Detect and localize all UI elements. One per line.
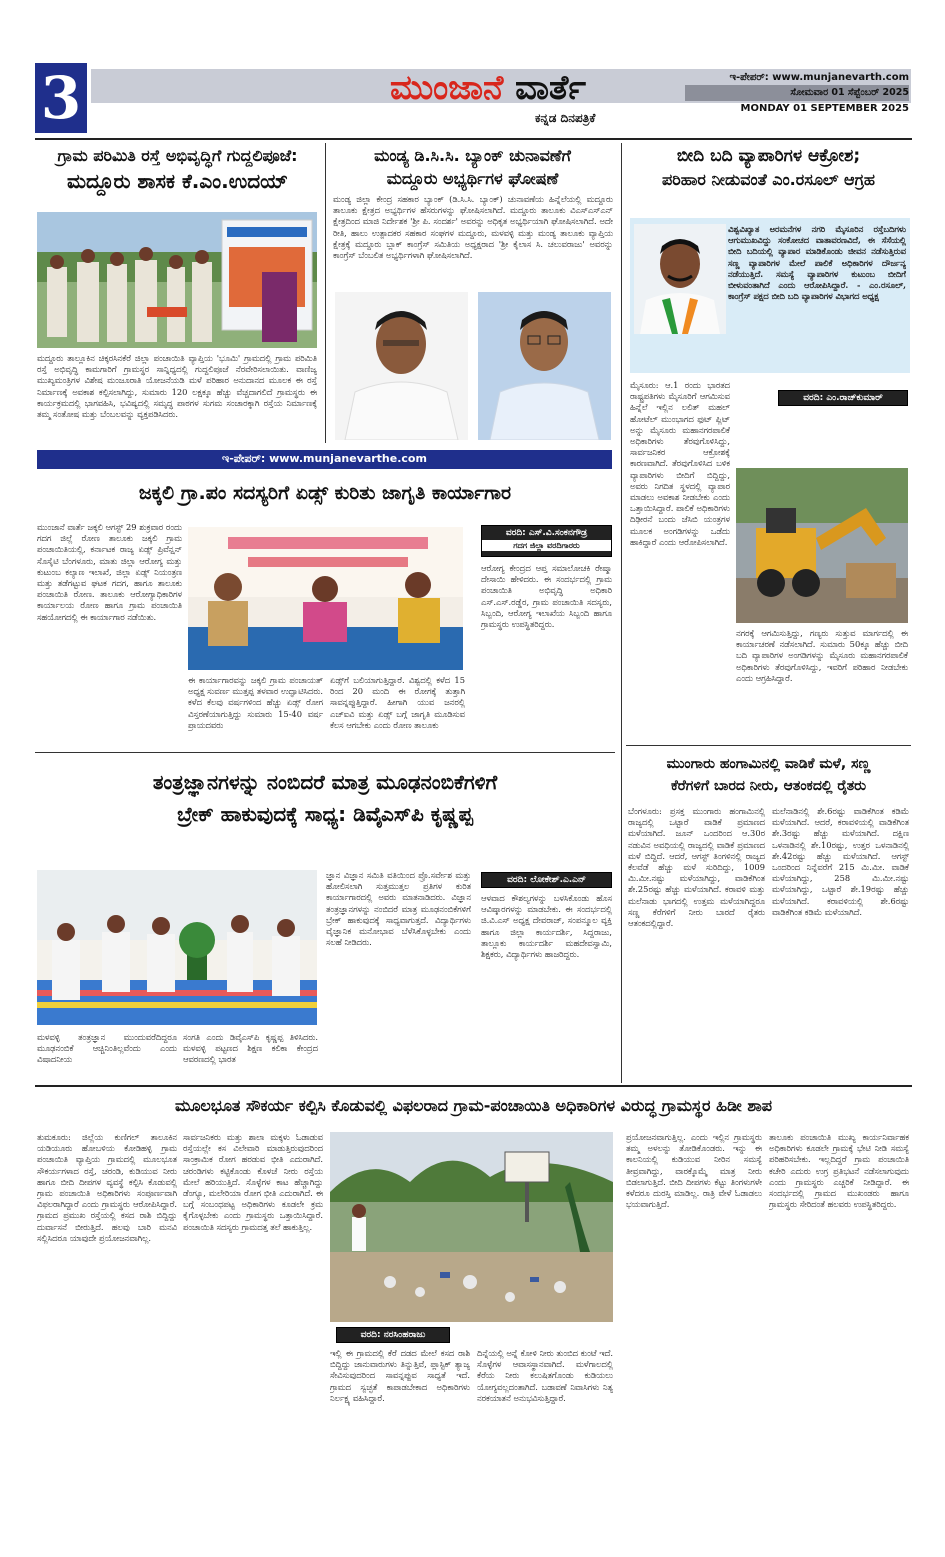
article-4-byline — [481, 525, 612, 557]
article-4-photo — [188, 527, 463, 670]
article-6-headline — [626, 756, 911, 795]
article-7-body-5: ಪ್ರಯೋಜನವಾಗುತ್ತಿಲ್ಲ. ಎಂದು ಇಲ್ಲಿನ ಗ್ರಾಮಸ್ಥರು ತಮ್ಮ ಅಳಲನ್ನು ತೋಡಿಕೊಂಡರು. ಇನ್ನು ಈ ಕಾಲನಿಯಲ್ಲಿ ಕುಡಿಯುವ ನೀರಿನ ಸಮಸ್ಯೆ ತೀವ್ರವಾಗಿದ್ದು, ವಾರಕ್ಕೊಮ್ಮೆ ಮಾತ್ರ ನೀರು ಬಿಡಲಾಗುತ್ತಿದೆ. ಬೀದಿ ದೀಪಗಳು ಕೆಟ್ಟು ತಿಂಗಳುಗಳೇ ಕಳೆದರೂ ದುರಸ್ತಿ ಮಾಡಿಲ್ಲ. ರಾತ್ರಿ ವೇಳೆ ಓಡಾಡಲು ಭಯವಾಗುತ್ತಿದೆ. — [626, 1132, 762, 1210]
article-3-byline-text: ವರದಿ: ಎಂ.ರಾಜ್‌ಕುಮಾರ್ — [803, 393, 883, 403]
article-3-photo-jcb — [736, 468, 908, 623]
page-number-box — [35, 63, 87, 133]
aids-workshop-photo — [188, 527, 463, 670]
article-2-body: ಮಂಡ್ಯ ಜಿಲ್ಲಾ ಕೇಂದ್ರ ಸಹಕಾರ ಬ್ಯಾಂಕ್ (ಡಿ.ಸಿ.ಸಿ. ಬ್ಯಾಂಕ್) ಚುನಾವಣೆಯ ಹಿನ್ನೆಲೆಯಲ್ಲಿ ಮದ್ದೂರು ತಾಲೂಕು ಕ್ಷೇತ್ರದ ಅಭ್ಯರ್ಥಿಗಳ ಹೆಸರುಗಳನ್ನು ಘೋಷಿಸಲಾಗಿದೆ. ಮದ್ದೂರು ತಾಲೂಕು ವಿಎಸ್‌ಎಸ್‌ಎನ್ ಕ್ಷೇತ್ರದಿಂದ ಮಾಜಿ ನಿರ್ದೇಶಕ 'ಶ್ರೀ ಪಿ. ಸಂದರ್ಶ' ಅವರನ್ನು ಅಧಿಕೃತ ಅಭ್ಯರ್ಥಿಯಾಗಿ ಘೋಷಿಸಲಾಗಿದೆ. ಅದೇ ರೀತಿ, ಹಾಲು ಉತ್ಪಾದಕರ ಸಹಕಾರ ಸಂಘಗಳ ಮದ್ದೂರು, ಮಳವಳ್ಳಿ ಮತ್ತು ಮಂಡ್ಯ ತಾಲೂಕು ವ್ಯಾಪ್ತಿಯ ಕ್ಷೇತ್ರಕ್ಕೆ ಮದ್ದೂರು ಬ್ಲಾಕ್ ಕಾಂಗ್ರೆಸ್ ಸಮಿತಿಯ ಅಧ್ಯಕ್ಷರಾದ 'ಶ್ರೀ ಕೈಲಾಸ ಸಿ. ಚಲುವರಾಜು' ಅವರನ್ನು ಕಾಂಗ್ರೆಸ್ ಬೆಂಬಲಿತ ಅಭ್ಯರ್ಥಿಗಳಾಗಿ ಘೋಷಿಸಲಾಗಿದೆ. — [333, 194, 613, 261]
article-3-box-text: ವಿಶ್ವವಿಖ್ಯಾತ ಅರಮನೆಗಳ ನಗರಿ ಮೈಸೂರಿನ ರಸ್ತೆಬದಿಗಳು ಆಗುಮುಖವಿದ್ದು ಸಂಕೋಚದ ವಾತಾವರಣವಿದೆ, ಈ ಸೆಸೆಯಲ್ಲಿ ಬೀದಿ ಬದಿಯಲ್ಲಿ ವ್ಯಾಪಾರ ಮಾಡಿಕೊಂಡು ಜೀವನ ನಡೆಸುತ್ತಿರುವ ಸಣ್ಣ ವ್ಯಾಪಾರಿಗಳ ಮೇಲೆ ಪಾಲಿಕೆ ಅಧಿಕಾರಿಗಳ ದೌರ್ಜನ್ಯ ನಡೆಯುತ್ತಿದೆ. ಸಮಸ್ಯೆ ವ್ಯಾಪಾರಿಗಳ ಕುಟುಂಬ ಬೀದಿಗೆ ಬೀಳುವಂತಾಗಿದೆ ಎಂದು ಆರೋಪಿಸಿದ್ದಾರೆ. - ಎಂ.ರಸೂಲ್, ಕಾಂಗ್ರೆಸ್ ಪಕ್ಷದ ಬೀದಿ ಬದಿ ವ್ಯಾಪಾರಿಗಳ ವಿಭಾಗದ ಅಧ್ಯಕ್ಷ — [728, 224, 906, 302]
article-7-body-4: ದಿನ್ನೆಯಲ್ಲಿ ಅನ್ನೆ ಕೋಳಿ ನೀರು ತುಂಬಿದ ಕುಂಟೆ ಇದೆ. ಸೊಳ್ಳೆಗಳ ಆವಾಸಸ್ಥಾನವಾಗಿದೆ. ಮಳೆಗಾಲದಲ್ಲಿ ಕೆರೆಯ ನೀರು ಕಲುಷಿತಗೊಂಡು ಕುಡಿಯಲು ಯೋಗ್ಯವಲ್ಲದಂತಾಗಿದೆ. ಬಡಾವಣೆ ನಿವಾಸಿಗಳು ನಿತ್ಯ ನರಕಯಾತನೆ ಅನುಭವಿಸುತ್ತಿದ್ದಾರೆ. — [477, 1348, 613, 1403]
article-2-photo-left — [335, 292, 468, 440]
article-6-body-2: ಮಲೆನಾಡಿನಲ್ಲಿ ಶೇ.6ರಷ್ಟು ವಾಡಿಕೆಗಿಂತ ಕಡಿಮೆ ಮಳೆಯಾಗಿದೆ. ಆದರೆ, ಕರಾವಳಿಯಲ್ಲಿ ವಾಡಿಕೆಗಿಂತ ಶೇ.3ರಷ್ಟು ಹೆಚ್ಚು ಮಳೆಯಾಗಿದೆ. ದಕ್ಷಿಣ ಒಳನಾಡಿನಲ್ಲಿ ಶೇ.10ರಷ್ಟು, ಉತ್ತರ ಒಳನಾಡಿನಲ್ಲಿ ಶೇ.42ರಷ್ಟು ಹೆಚ್ಚು ಮಳೆಯಾಗಿದೆ. ಆಗಸ್ಟ್ ಒಂದರಿಂದ ನಿನ್ನೆವರೆಗೆ 215 ಮಿ.ಮೀ. ವಾಡಿಕೆ ಮಳೆಯಾಗಿದ್ದು, 258 ಮಿ.ಮೀ.ನಷ್ಟು ಮಳೆಯಾಗಿದ್ದು, ಒಟ್ಟಾರೆ ಶೇ.19ರಷ್ಟು ಹೆಚ್ಚು ಮಳೆಯಾಗಿದೆ. ಕರಾವಳಿಯಲ್ಲಿ ಶೇ.6ರಷ್ಟು ವಾಡಿಕೆಗಿಂತ ಕಡಿಮೆ ಮಳೆಯಾಗಿದೆ. — [772, 806, 909, 917]
article-4-body-3: ಏಡ್ಸ್‌ಗೆ ಬಲಿಯಾಗುತ್ತಿದ್ದಾರೆ. ವಿಶ್ವದಲ್ಲಿ ಕಳೆದ 15 ರಿಂದ 20 ಮಂದಿ ಈ ರೋಗಕ್ಕೆ ತುತ್ತಾಗಿ ಸಾವನ್ನಪ್ಪುತ್ತಿದ್ದಾರೆ. ಹೀಗಾಗಿ ಯುವ ಜನರಲ್ಲಿ ಎಚ್‌ಐವಿ ಮತ್ತು ಏಡ್ಸ್ ಬಗ್ಗೆ ಜಾಗೃತಿ ಮೂಡಿಸುವ ಕೆಲಸ ಆಗಬೇಕು ಎಂದು ರೋಣ ತಾಲೂಕು — [330, 675, 465, 730]
article-1-headline-line1: ಗ್ರಾಮ ಪರಿಮಿತಿ ರಸ್ತೆ ಅಭಿವೃದ್ಧಿಗೆ ಗುದ್ದಲಿಪೂಜೆ: — [57, 146, 298, 165]
epaper-strip-text: ಇ-ಪೇಪರ್: www.munjanevarthe.com — [222, 452, 427, 465]
article-7-body-3: ಇಲ್ಲಿ ಈ ಗ್ರಾಮದಲ್ಲಿ ಕೆರೆ ದಡದ ಮೇಲೆ ಕಸದ ರಾಶಿ ಬಿದ್ದಿದ್ದು ಜಾನುವಾರುಗಳು ತಿನ್ನುತ್ತಿವೆ, ಪ್ಲಾಸ್ಟಿಕ್ ತ್ಯಾಜ್ಯ ಸೇವಿಸುವುದರಿಂದ ಸಾವನ್ನಪ್ಪುವ ಸಾಧ್ಯತೆ ಇದೆ. ಗ್ರಾಮದ ಸ್ವಚ್ಛತೆ ಕಾಪಾಡಬೇಕಾದ ಅಧಿಕಾರಿಗಳು ನಿರ್ಲಕ್ಷ್ಯ ವಹಿಸಿದ್ದಾರೆ. — [330, 1348, 470, 1403]
masthead-title-a: ಮುಂಜಾನೆ — [390, 68, 504, 108]
article-1-body: ಮದ್ದೂರು ತಾಲ್ಲೂಕಿನ ಚಿಕ್ಕರಸಿನಕೆರೆ ಜಿಲ್ಲಾ ಪಂಚಾಯಿತಿ ವ್ಯಾಪ್ತಿಯ 'ಭೂಮಿ' ಗ್ರಾಮದಲ್ಲಿ ಗ್ರಾಮ ಪರಿಮಿತಿ ರಸ್ತೆ ಅಭಿವೃದ್ಧಿ ಕಾಮಗಾರಿಗೆ ಗ್ರಾಮಸ್ಥರ ಸಾನ್ನಿಧ್ಯದಲ್ಲಿ ಗುದ್ದಲಿಪೂಜೆ ನೆರವೇರಿಸಲಾಯಿತು. ವಾಣಿಜ್ಯ ಮುಖ್ಯಮಂತ್ರಿಗಳ ವಿಶೇಷ ಮಂಜೂರಾತಿ ಯೋಜನೆಯಡಿ ಮಳೆ ಪರಿಹಾರ ಅನುದಾನದ ಮೂಲಕ ಈ ರಸ್ತೆ ನಿರ್ಮಾಣಕ್ಕೆ ಅವಕಾಶ ಕಲ್ಪಿಸಲಾಗಿದ್ದು, ಸುಮಾರು 120 ಲಕ್ಷಕ್ಕೂ ಹೆಚ್ಚು ವೆಚ್ಚದಾಗಲಿದೆ ಗ್ರಾಮಸ್ಥರು ಈ ಕಾರ್ಯಕ್ರಮದಲ್ಲಿ ಭಾಗವಹಿಸಿ, ಭವಿಷ್ಯದಲ್ಲಿ ಸಮೃದ್ಧ ಪಾಠಗಳ ಸುಗಮ ಸಂಚಾರಕ್ಕಾಗಿ ರಸ್ತೆಯ ನಿರ್ಮಾಣಕ್ಕೆ ತಮ್ಮ ಸಂತೋಷ ಮತ್ತು ಬೆಂಬಲವನ್ನು ವ್ಯಕ್ತಪಡಿಸಿದರು. — [37, 353, 317, 420]
epaper-strip[interactable] — [37, 450, 612, 469]
article-3-headline — [626, 146, 911, 190]
article-7-body-6: ತಾಲೂಕು ಪಂಚಾಯಿತಿ ಮುಖ್ಯ ಕಾರ್ಯನಿರ್ವಾಹಕ ಅಧಿಕಾರಿಗಳು ಕೂಡಲೇ ಗ್ರಾಮಕ್ಕೆ ಭೇಟಿ ನೀಡಿ ಸಮಸ್ಯೆ ಪರಿಹರಿಸಬೇಕು. ಇಲ್ಲದಿದ್ದರೆ ಗ್ರಾಮ ಪಂಚಾಯಿತಿ ಕಚೇರಿ ಎದುರು ಉಗ್ರ ಪ್ರತಿಭಟನೆ ನಡೆಸಲಾಗುವುದು ಎಂದು ಗ್ರಾಮಸ್ಥರು ಎಚ್ಚರಿಕೆ ನೀಡಿದ್ದಾರೆ. ಈ ಸಂದರ್ಭದಲ್ಲಿ ಗ್ರಾಮದ ಮುಖಂಡರು ಹಾಗೂ ಗ್ರಾಮಸ್ಥರು ಸೇರಿದಂತೆ ಹಲವರು ಉಪಸ್ಥಿತರಿದ್ದರು. — [769, 1132, 909, 1210]
article-5-headline — [35, 770, 615, 826]
article-5-body-4: ಆಳವಾದ ಕೌಶಲ್ಯಗಳನ್ನು ಬಳಸಿಕೊಂಡು ಹೊಸ ಆವಿಷ್ಕಾರಗಳನ್ನು ಮಾಡಬೇಕು. ಈ ಸಂದರ್ಭದಲ್ಲಿ ಜಿ.ವಿ.ಎಸ್ ಅಧ್ಯಕ್ಷ ದೇವರಾಜ್, ಸಂಪನ್ಮೂಲ ವ್ಯಕ್ತಿ ಹಾಗೂ ಜಿಲ್ಲಾ ಕಾರ್ಯದರ್ಶಿ, ಸಿದ್ದರಾಜು, ತಾಲ್ಲೂಕು ಕಾರ್ಯದರ್ಶಿ ಮಹದೇವಸ್ವಾಮಿ, ಶಿಕ್ಷಕರು, ವಿದ್ಯಾರ್ಥಿಗಳು ಹಾಜರಿದ್ದರು. — [481, 893, 612, 960]
article-3-headline-line1: ಬೀದಿ ಬದಿ ವ್ಯಾಪಾರಿಗಳ ಆಕ್ರೋಶ; — [676, 146, 861, 166]
garbage-roadside-photo — [330, 1132, 613, 1322]
people-groundbreaking-photo — [37, 212, 317, 348]
article-2-headline — [330, 146, 615, 188]
masthead-subtitle: ಕನ್ನಡ ದಿನಪತ್ರಿಕೆ — [535, 111, 596, 125]
rasool-portrait-photo — [634, 224, 726, 334]
article-5-headline-line1: ತಂತ್ರಜ್ಞಾನಗಳನ್ನು ನಂಬಿದರೆ ಮಾತ್ರ ಮೂಢನಂಬಿಕೆಗಳಿಗೆ — [152, 770, 498, 794]
article-5-photo — [37, 870, 317, 1025]
article-5-byline — [481, 872, 612, 888]
article-6-body-1: ಬೆಂಗಳೂರು: ಪ್ರಸಕ್ತ ಮುಂಗಾರು ಹಂಗಾಮಿನಲ್ಲಿ ರಾಜ್ಯದಲ್ಲಿ ಒಟ್ಟಾರೆ ವಾಡಿಕೆ ಪ್ರಮಾಣದ ಮಳೆಯಾಗಿದೆ. ಜೂನ್ ಒಂದರಿಂದ ಆ.30ರ ನಡುವಿನ ಅವಧಿಯಲ್ಲಿ ರಾಜ್ಯದಲ್ಲಿ ವಾಡಿಕೆ ಪ್ರಮಾಣದ ಮಳೆ ಬಿದ್ದಿದೆ. ಆದರೆ, ಆಗಸ್ಟ್ ತಿಂಗಳಿನಲ್ಲಿ ರಾಜ್ಯದ ಕೆಲವೆಡೆ ಹೆಚ್ಚು ಮಳೆ ಸುರಿದಿದ್ದು, 1009 ಮಿ.ಮೀ.ನಷ್ಟು ಮಳೆಯಾಗಿದ್ದು, ವಾಡಿಕೆಗಿಂತ ಶೇ.25ರಷ್ಟು ಹೆಚ್ಚು ಮಳೆಯಾಗಿದೆ. ಕರಾವಳಿ ಮತ್ತು ಮಲೆನಾಡು ಭಾಗದಲ್ಲಿ ಉತ್ತಮ ಮಳೆಯಾಗಿದ್ದರೂ ಸಣ್ಣ ಕೆರೆಗಳಿಗೆ ನೀರು ಬಾರದೆ ರೈತರು ಆತಂಕದಲ್ಲಿದ್ದಾರೆ. — [628, 806, 765, 929]
article-5-headline-line2: ಬ್ರೇಕ್ ಹಾಕುವುದಕ್ಕೆ ಸಾಧ್ಯ: ಡಿವೈಎಸ್‌ಪಿ ಕೃಷ್ಣಪ್ಪ — [177, 802, 473, 826]
article-2-headline-line1: ಮಂಡ್ಯ ಡಿ.ಸಿ.ಸಿ. ಬ್ಯಾಂಕ್ ಚುನಾವಣೆಗೆ — [374, 146, 571, 165]
article-3-body-2: ನಗರಕ್ಕೆ ಆಗಮಿಸುತ್ತಿದ್ದು, ಗಣ್ಯರು ಸುತ್ತುವ ಮಾರ್ಗದಲ್ಲಿ ಈ ಕಾರ್ಯಾಚರಣೆ ನಡೆಸಲಾಗಿದೆ. ಸುಮಾರು 50ಕ್ಕೂ ಹೆಚ್ಚು ಬೀದಿ ಬದಿ ವ್ಯಾಪಾರಿಗಳ ಅಂಗಡಿಗಳನ್ನು ಮೈಸೂರು ಮಹಾನಗರಪಾಲಿಕೆ ಅಧಿಕಾರಿಗಳು ತೆರವುಗೊಳಿಸಿದ್ದು, ಇವರಿಗೆ ಪರಿಹಾರ ನೀಡಬೇಕು ಎಂದು ಆಗ್ರಹಿಸಿದ್ದಾರೆ. — [736, 628, 908, 683]
article-5-body-2: ಸಂಗತಿ ಎಂದು ಡಿವೈಎಸ್‌ಪಿ ಕೃಷ್ಣಪ್ಪ ತಿಳಿಸಿದರು. ಮಳವಳ್ಳಿ ಪಟ್ಟಣದ ಶಿಕ್ಷಣ ಕಲಿಕಾ ಕೇಂದ್ರದ ಆವರಣದಲ್ಲಿ ಭಾರತ — [183, 1032, 318, 1065]
dysp-function-photo — [37, 870, 317, 1025]
article-5-body-1: ಮಳವಳ್ಳಿ ತಂತ್ರಜ್ಞಾನ ಮುಂದುವರೆದಿದ್ದರೂ ಮೂಢನಂಬಿಕೆ ಆಚ್ಚಿನಿಂತಿಲ್ಲವೆಂದು ಎಂದು ವಿಷಾದನೀಯ — [37, 1032, 177, 1065]
article-2-headline-line2: ಮದ್ದೂರು ಅಭ್ಯರ್ಥಿಗಳ ಘೋಷಣೆ — [386, 169, 559, 189]
candidate-portrait-photo — [335, 292, 468, 440]
article-7-body-2: ಸಾರ್ವಜನಿಕರು ಮತ್ತು ಶಾಲಾ ಮಕ್ಕಳು ಓಡಾಡುವ ರಸ್ತೆಯಲ್ಲೇ ಕಸ ವಿಲೇವಾರಿ ಮಾಡುತ್ತಿರುವುದರಿಂದ ಸಾಂಕ್ರಾಮಿಕ ರೋಗ ಹರಡುವ ಭೀತಿ ಎದುರಾಗಿದೆ. ಚರಂಡಿಗಳು ಕಟ್ಟಿಕೊಂಡು ಕೊಳಚೆ ನೀರು ರಸ್ತೆಯ ಮೇಲೆ ಹರಿಯುತ್ತಿದೆ. ಸೊಳ್ಳೆಗಳ ಕಾಟ ಹೆಚ್ಚಾಗಿದ್ದು ಡೆಂಗ್ಯೂ, ಮಲೇರಿಯಾ ರೋಗ ಭೀತಿ ಎದುರಾಗಿದೆ. ಈ ಬಗ್ಗೆ ಸಂಬಂಧಪಟ್ಟ ಅಧಿಕಾರಿಗಳು ಕೂಡಲೇ ಕ್ರಮ ಕೈಗೊಳ್ಳಬೇಕು ಎಂದು ಗ್ರಾಮಸ್ಥರು ಒತ್ತಾಯಿಸಿದ್ದಾರೆ. ಪಂಚಾಯಿತಿ ಸದಸ್ಯರು ಗ್ರಾಮದತ್ತ ತಲೆ ಹಾಕುತ್ತಿಲ್ಲ. — [183, 1132, 323, 1232]
article-3-headline-line2: ಪರಿಹಾರ ನೀಡುವಂತೆ ಎಂ.ರಸೂಲ್ ಆಗ್ರಹ — [661, 170, 875, 190]
masthead — [35, 63, 912, 133]
masthead-title — [390, 65, 586, 111]
article-6-headline-line2: ಕೆರೆಗಳಿಗೆ ಬಾರದ ನೀರು, ಆತಂಕದಲ್ಲಿ ರೈತರು — [670, 777, 867, 794]
article-3-body-1: ಮೈಸೂರು: ಆ.1 ರಂದು ಭಾರತದ ರಾಷ್ಟ್ರಪತಿಗಳು ಮೈಸೂರಿಗೆ ಆಗಮಿಸುವ ಹಿನ್ನೆಲೆ ಇಲ್ಲಿನ ಲಲಿತ್ ಮಹಲ್ ಹೋಟೆಲ್ ಮುಂಭಾಗದ ಫುಟ್ ಪ್ಲಿಟ್ ಅನ್ನು ಮೈಸೂರು ಮಹಾನಗರಪಾಲಿಕೆ ಅಧಿಕಾರಿಗಳು ತೆರವುಗೊಳಿಸಿದ್ದು, ಸಾರ್ವಜನಿಕರ ಆಕ್ರೋಶಕ್ಕೆ ಕಾರಣವಾಗಿದೆ. ತೆರವುಗೊಳಿಸಿದ ಬಳಿಕ ವ್ಯಾಪಾರಿಗಳು ಬೀದಿಗೆ ಬಿದ್ದಿದ್ದು, ಅವರು ನಿಗದಿತ ಸ್ಥಳದಲ್ಲಿ ವ್ಯಾಪಾರ ಮಾಡಲು ಅವಕಾಶ ನೀಡಬೇಕು ಎಂದು ಒತ್ತಾಯಿಸಿದ್ದಾರೆ. ಪಾಲಿಕೆ ಅಧಿಕಾರಿಗಳು ದಿಢೀರನೆ ಬಂದು ಜೆಸಿಬಿ ಯಂತ್ರಗಳ ಮೂಲಕ ಅಂಗಡಿಗಳನ್ನು ಒಡೆದು ಹಾಕಿದ್ದಾರೆ ಎಂದು ಆರೋಪಿಸಲಾಗಿದೆ. — [630, 380, 730, 547]
epaper-url[interactable]: ಇ-ಪೇಪರ್: www.munjanevarth.com — [729, 72, 909, 83]
article-2-photo-right — [478, 292, 611, 440]
jcb-demolition-photo — [736, 468, 908, 623]
candidate-portrait-photo-2 — [478, 292, 611, 440]
article-1-headline — [35, 146, 320, 193]
article-3-photo — [634, 224, 726, 334]
article-5-body-3: ಜ್ಞಾನ ವಿಜ್ಞಾನ ಸಮಿತಿ ವತಿಯಿಂದ ಪ್ರೊ.ಸರ್ವೇಶ ಮತ್ತು ಹೋಲಿಸಲಾಗಿ ಸುತ್ತಮುತ್ತಲ ಪ್ರತಿಗಳ ಕುರಿತ ಕಾರ್ಯಾಗಾರದಲ್ಲಿ ಅವರು ಮಾತನಾಡಿದರು. ವಿಜ್ಞಾನ ತಂತ್ರಜ್ಞಾನಗಳನ್ನು ನಂಬಿದರೆ ಮಾತ್ರ ಮೂಢನಂಬಿಕೆಗಳಿಗೆ ಬ್ರೇಕ್ ಹಾಕುವುದಕ್ಕೆ ಸಾಧ್ಯವಾಗುತ್ತದೆ. ವಿದ್ಯಾರ್ಥಿಗಳು ವೈಜ್ಞಾನಿಕ ಮನೋಭಾವ ಬೆಳೆಸಿಕೊಳ್ಳಬೇಕು ಎಂದು ಸಲಹೆ ನೀಡಿದರು. — [326, 870, 471, 948]
page-number: 3 — [40, 64, 82, 132]
article-6-headline-line1: ಮುಂಗಾರು ಹಂಗಾಮಿನಲ್ಲಿ ವಾಡಿಕೆ ಮಳೆ, ಸಣ್ಣ — [666, 756, 871, 772]
article-3-byline — [778, 390, 908, 406]
article-4-headline: ಜಕ್ಕಲಿ ಗ್ರಾ.ಪಂ ಸದಸ್ಯರಿಗೆ ಏಡ್ಸ್ ಕುರಿತು ಜಾಗೃತಿ ಕಾರ್ಯಾಗಾರ — [138, 482, 512, 504]
article-7-byline-text: ವರದಿ: ನರಸಿಂಹರಾಜು — [360, 1330, 426, 1340]
article-7-photo — [330, 1132, 613, 1322]
article-4-body-2: ಈ ಕಾರ್ಯಾಗಾರವನ್ನು ಜಕ್ಕಲಿ ಗ್ರಾಮ ಪಂಚಾಯತ್ ಅಧ್ಯಕ್ಷ ಸುವರ್ಣ ಮುತ್ತಪ್ಪ ತಳವಾರ ಉದ್ಘಾಟಿಸಿದರು. ಕಳೆದ ಕೆಲವು ವರ್ಷಗಳಿಂದ ಹೆಚ್ಚು ಏಡ್ಸ್ ರೋಗ ವಿಸ್ತರಣೆಯಾಗುತ್ತಿದ್ದು ಸುಮಾರು 15-40 ವರ್ಷ ಪ್ರಾಯದವರು — [188, 675, 323, 730]
article-5-byline-text: ವರದಿ: ಲೋಕೇಶ್.ಎ.ಎನ್ — [507, 875, 586, 885]
date-english: MONDAY 01 SEPTEMBER 2025 — [740, 103, 909, 114]
article-7-headline: ಮೂಲಭೂತ ಸೌಕರ್ಯ ಕಲ್ಪಿಸಿ ಕೊಡುವಲ್ಲಿ ವಿಫಲರಾದ ಗ್ರಾಮ-ಪಂಚಾಯಿತಿ ಅಧಿಕಾರಿಗಳ ವಿರುದ್ಧ ಗ್ರಾಮಸ್ಥರ ಹಿಡೀ ಶಾಪ — [174, 1096, 773, 1115]
article-7-byline — [336, 1327, 450, 1343]
article-4-body-4: ಆರೋಗ್ಯ ಕೇಂದ್ರದ ಆಪ್ತ ಸಮಾಲೋಚಕಿ ರೇಷ್ಮಾ ದೇಸಾಯಿ ಹೇಳಿದರು. ಈ ಸಂದರ್ಭದಲ್ಲಿ ಗ್ರಾಮ ಪಂಚಾಯಿತಿ ಅಭಿವೃದ್ಧಿ ಅಧಿಕಾರಿ ಎಸ್.ಎಸ್.ರಡ್ಡೆರ, ಗ್ರಾಮ ಪಂಚಾಯಿತಿ ಸದಸ್ಯರು, ಸಿಬ್ಬಂದಿ, ಆರೋಗ್ಯ ಇಲಾಖೆಯ ಸಿಬ್ಬಂದಿ ಹಾಗೂ ಗ್ರಾಮಸ್ಥರು ಉಪಸ್ಥಿತರಿದ್ದರು. — [481, 563, 612, 630]
article-4-body-1: ಮುಂಜಾನೆ ವಾರ್ತೆ ಜಕ್ಕಲಿ ಆಗಸ್ಟ್ 29 ಶುಕ್ರವಾರ ರಂದು ಗದಗ ಜಿಲ್ಲೆ ರೋಣ ತಾಲೂಕು ಜಕ್ಕಲಿ ಗ್ರಾಮ ಪಂಚಾಯಿತಿಯಲ್ಲಿ, ಕರ್ನಾಟಕ ರಾಜ್ಯ ಏಡ್ಸ್ ಪ್ರಿವೆನ್ಷನ್ ಸೊಸೈಟಿ ಬೆಂಗಳೂರು, ಮಾತು ಜಿಲ್ಲಾ ಆರೋಗ್ಯ ಮತ್ತು ಕುಟುಂಬ ಕಲ್ಯಾಣ ಇಲಾಖೆ, ಜಿಲ್ಲಾ ಏಡ್ಸ್ ನಿಯಂತ್ರಣ ಮತ್ತು ತಡೆಗಟ್ಟುವ ಘಟಕ ಗದಗ, ಹಾಗೂ ತಾಲೂಕು ಪಂಚಾಯಿತಿ ರೋಣ. ತಾಲೂಕು ಆರೋಗ್ಯಾಧಿಕಾರಿಗಳ ಕಾರ್ಯಾಲಯ ರೋಣ ಹಾಗೂ ಗ್ರಾಮ ಪಂಚಾಯಿತಿ ಸಹಯೋಗದಲ್ಲಿ ಈ ಕಾರ್ಯಾಗಾರ ನಡೆಯಿತು. — [37, 522, 182, 622]
article-4-byline-text: ವರದಿ: ಎಸ್.ವಿ.ಸಂಕನಗೌಡ್ರ — [505, 528, 588, 538]
date-kannada: ಸೋಮವಾರ 01 ಸೆಪ್ಟೆಂಬರ್ 2025 — [790, 87, 909, 98]
masthead-title-b: ವಾರ್ತೆ — [515, 68, 586, 108]
article-1-headline-line2: ಮದ್ದೂರು ಶಾಸಕ ಕೆ.ಎಂ.ಉದಯ್ — [66, 169, 289, 194]
article-4-byline-sub: ಗದಗ ಜಿಲ್ಲಾ ವರದಿಗಾರರು — [482, 540, 611, 551]
article-1-photo — [37, 212, 317, 348]
article-7-body-1: ತುಮಕೂರು: ಜಿಲ್ಲೆಯ ಕುಣಿಗಲ್ ತಾಲೂಕಿನ ಯಡಿಯೂರು ಹೋಬಳಿಯ ಕೋಡಿಹಳ್ಳಿ ಗ್ರಾಮ ಪಂಚಾಯಿತಿ ವ್ಯಾಪ್ತಿಯ ಗ್ರಾಮದಲ್ಲಿ ಮೂಲಭೂತ ಸೌಕರ್ಯಗಳಾದ ರಸ್ತೆ, ಚರಂಡಿ, ಕುಡಿಯುವ ನೀರು ಹಾಗೂ ಬೀದಿ ದೀಪಗಳ ವ್ಯವಸ್ಥೆ ಕಲ್ಪಿಸಿ ಕೊಡುವಲ್ಲಿ ಗ್ರಾಮ ಪಂಚಾಯಿತಿ ಅಧಿಕಾರಿಗಳು ಸಂಪೂರ್ಣವಾಗಿ ವಿಫಲರಾಗಿದ್ದಾರೆ ಎಂದು ಗ್ರಾಮಸ್ಥರು ಆರೋಪಿಸಿದ್ದಾರೆ. ಗ್ರಾಮದ ಪ್ರಮುಖ ರಸ್ತೆಯಲ್ಲಿ ಕಸದ ರಾಶಿ ಬಿದ್ದಿದ್ದು ದುರ್ವಾಸನೆ ಬೀರುತ್ತಿದೆ. ಹಲವು ಬಾರಿ ಮನವಿ ಸಲ್ಲಿಸಿದರೂ ಯಾವುದೇ ಪ್ರಯೋಜನವಾಗಿಲ್ಲ. — [37, 1132, 177, 1243]
